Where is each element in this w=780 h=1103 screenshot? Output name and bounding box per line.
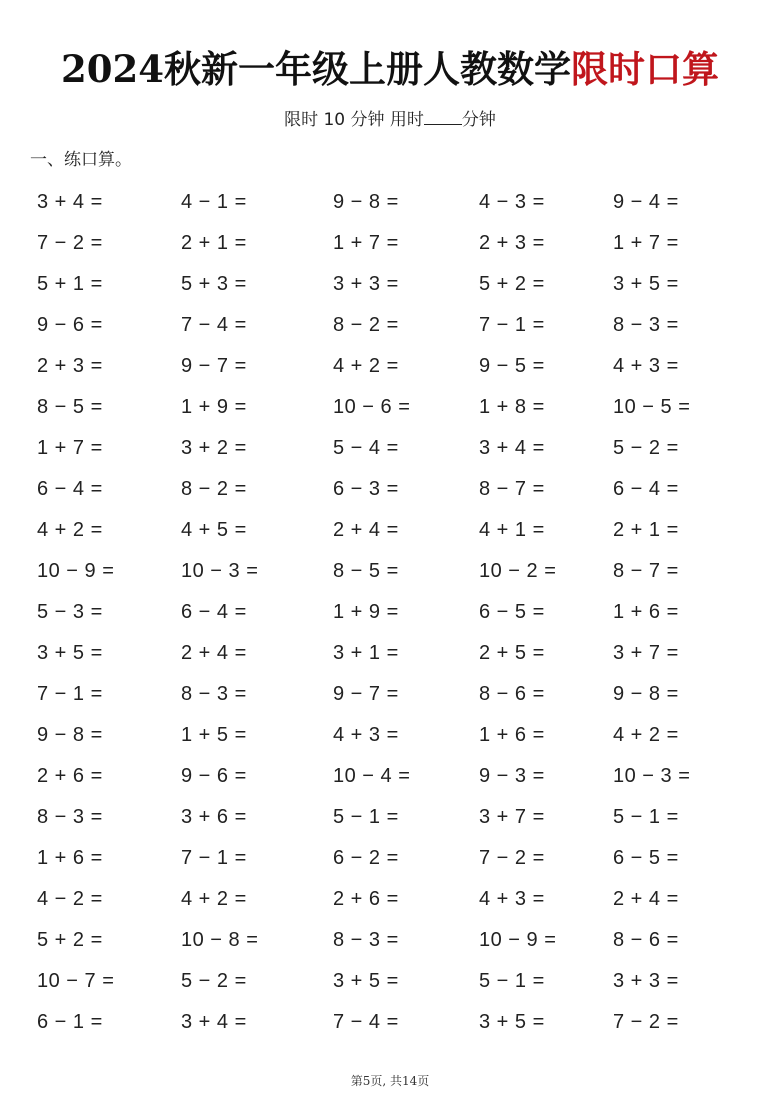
problem-item: 1 + 7 = <box>333 232 399 254</box>
problem-row <box>0 680 780 721</box>
problem-item: 3 + 7 = <box>479 806 545 828</box>
problem-item: 3 + 7 = <box>613 642 679 664</box>
problem-row <box>0 803 780 844</box>
problem-item: 8 − 2 = <box>333 314 399 336</box>
problem-item: 4 + 3 = <box>333 724 399 746</box>
problem-item: 3 + 2 = <box>181 437 247 459</box>
time-limit-text: 限时 10 分钟 用时 <box>284 110 424 130</box>
problem-item: 2 + 5 = <box>479 642 545 664</box>
problem-item: 2 + 6 = <box>37 765 103 787</box>
problem-item: 1 + 7 = <box>37 437 103 459</box>
problem-item: 2 + 1 = <box>613 519 679 541</box>
problem-item: 9 − 6 = <box>37 314 103 336</box>
problem-item: 1 + 6 = <box>37 847 103 869</box>
problem-item: 6 − 1 = <box>37 1011 103 1033</box>
problem-item: 4 − 2 = <box>37 888 103 910</box>
problem-item: 10 − 7 = <box>37 970 115 992</box>
problem-row <box>0 844 780 885</box>
problem-item: 8 − 7 = <box>613 560 679 582</box>
problem-item: 6 − 5 = <box>613 847 679 869</box>
problem-item: 6 − 4 = <box>613 478 679 500</box>
problem-row <box>0 229 780 270</box>
problem-item: 2 + 4 = <box>181 642 247 664</box>
problem-item: 9 − 5 = <box>479 355 545 377</box>
problem-item: 10 − 4 = <box>333 765 411 787</box>
problem-row <box>0 721 780 762</box>
problem-item: 4 + 3 = <box>479 888 545 910</box>
problem-item: 3 + 3 = <box>613 970 679 992</box>
problem-row <box>0 434 780 475</box>
problem-row <box>0 270 780 311</box>
problem-item: 3 + 6 = <box>181 806 247 828</box>
problem-item: 7 − 4 = <box>181 314 247 336</box>
problem-item: 1 + 9 = <box>181 396 247 418</box>
problem-item: 9 − 3 = <box>479 765 545 787</box>
problem-item: 10 − 8 = <box>181 929 259 951</box>
problem-item: 10 − 9 = <box>479 929 557 951</box>
problem-row <box>0 557 780 598</box>
problem-item: 7 − 1 = <box>181 847 247 869</box>
problem-item: 2 + 3 = <box>479 232 545 254</box>
problem-item: 1 + 6 = <box>479 724 545 746</box>
problem-item: 5 − 2 = <box>613 437 679 459</box>
problem-item: 5 + 3 = <box>181 273 247 295</box>
problem-item: 9 − 8 = <box>333 191 399 213</box>
problem-item: 10 − 6 = <box>333 396 411 418</box>
problem-item: 1 + 5 = <box>181 724 247 746</box>
problem-item: 3 + 5 = <box>479 1011 545 1033</box>
problem-item: 5 + 2 = <box>37 929 103 951</box>
problem-item: 3 + 4 = <box>479 437 545 459</box>
problem-item: 1 + 7 = <box>613 232 679 254</box>
problem-item: 4 − 1 = <box>181 191 247 213</box>
problem-item: 10 − 9 = <box>37 560 115 582</box>
problem-item: 8 − 6 = <box>613 929 679 951</box>
problem-item: 10 − 3 = <box>613 765 691 787</box>
problem-item: 4 + 3 = <box>613 355 679 377</box>
problem-item: 10 − 5 = <box>613 396 691 418</box>
problem-item: 1 + 6 = <box>613 601 679 623</box>
problem-item: 3 + 1 = <box>333 642 399 664</box>
problem-item: 7 − 1 = <box>479 314 545 336</box>
problem-item: 9 − 7 = <box>181 355 247 377</box>
problem-item: 8 − 5 = <box>333 560 399 582</box>
problem-item: 8 − 7 = <box>479 478 545 500</box>
problem-item: 3 + 5 = <box>333 970 399 992</box>
problem-item: 6 − 2 = <box>333 847 399 869</box>
problem-item: 2 + 1 = <box>181 232 247 254</box>
problem-item: 4 + 2 = <box>613 724 679 746</box>
problem-row <box>0 762 780 803</box>
problem-row <box>0 885 780 926</box>
problem-item: 4 + 1 = <box>479 519 545 541</box>
problem-item: 9 − 7 = <box>333 683 399 705</box>
problem-item: 7 − 1 = <box>37 683 103 705</box>
problem-row <box>0 1008 780 1049</box>
problem-item: 3 + 5 = <box>613 273 679 295</box>
problem-item: 10 − 2 = <box>479 560 557 582</box>
problem-item: 2 + 4 = <box>613 888 679 910</box>
problem-row <box>0 352 780 393</box>
problem-item: 5 + 2 = <box>479 273 545 295</box>
problem-item: 6 − 4 = <box>181 601 247 623</box>
problem-item: 5 − 3 = <box>37 601 103 623</box>
problem-item: 7 − 4 = <box>333 1011 399 1033</box>
problem-row <box>0 188 780 229</box>
time-limit-line <box>0 108 780 132</box>
problem-item: 5 − 4 = <box>333 437 399 459</box>
problem-item: 4 − 3 = <box>479 191 545 213</box>
problem-row <box>0 393 780 434</box>
problem-item: 5 − 1 = <box>613 806 679 828</box>
problem-row <box>0 475 780 516</box>
time-unit-text: 分钟 <box>461 110 496 130</box>
page-title <box>0 44 780 94</box>
problem-item: 4 + 2 = <box>37 519 103 541</box>
problem-row <box>0 926 780 967</box>
time-used-blank[interactable] <box>424 108 462 125</box>
problem-row <box>0 639 780 680</box>
problem-grid <box>0 188 780 1049</box>
problem-item: 6 − 4 = <box>37 478 103 500</box>
section-heading: 一、练口算。 <box>30 150 132 170</box>
problem-item: 8 − 6 = <box>479 683 545 705</box>
problem-item: 5 + 1 = <box>37 273 103 295</box>
problem-item: 2 + 3 = <box>37 355 103 377</box>
title-highlight: 限时口算 <box>570 47 719 91</box>
problem-item: 8 − 3 = <box>613 314 679 336</box>
problem-item: 3 + 5 = <box>37 642 103 664</box>
problem-item: 7 − 2 = <box>613 1011 679 1033</box>
problem-item: 3 + 3 = <box>333 273 399 295</box>
problem-item: 7 − 2 = <box>479 847 545 869</box>
problem-row <box>0 516 780 557</box>
problem-item: 8 − 2 = <box>181 478 247 500</box>
problem-item: 9 − 8 = <box>37 724 103 746</box>
problem-item: 6 − 3 = <box>333 478 399 500</box>
problem-row <box>0 311 780 352</box>
problem-item: 1 + 8 = <box>479 396 545 418</box>
problem-item: 8 − 3 = <box>37 806 103 828</box>
problem-item: 3 + 4 = <box>37 191 103 213</box>
problem-item: 7 − 2 = <box>37 232 103 254</box>
problem-item: 8 − 3 = <box>333 929 399 951</box>
problem-item: 10 − 3 = <box>181 560 259 582</box>
problem-item: 5 − 1 = <box>333 806 399 828</box>
problem-item: 4 + 2 = <box>181 888 247 910</box>
problem-item: 9 − 4 = <box>613 191 679 213</box>
problem-item: 5 − 1 = <box>479 970 545 992</box>
page-indicator: 第5页, 共14页 <box>350 1074 430 1088</box>
problem-row <box>0 598 780 639</box>
problem-item: 2 + 6 = <box>333 888 399 910</box>
problem-item: 8 − 3 = <box>181 683 247 705</box>
problem-item: 8 − 5 = <box>37 396 103 418</box>
problem-item: 3 + 4 = <box>181 1011 247 1033</box>
problem-item: 2 + 4 = <box>333 519 399 541</box>
problem-item: 4 + 2 = <box>333 355 399 377</box>
problem-item: 6 − 5 = <box>479 601 545 623</box>
problem-item: 9 − 8 = <box>613 683 679 705</box>
problem-row <box>0 967 780 1008</box>
problem-item: 9 − 6 = <box>181 765 247 787</box>
title-main: 2024秋新一年级上册人教数学 <box>61 47 571 91</box>
problem-item: 4 + 5 = <box>181 519 247 541</box>
problem-item: 1 + 9 = <box>333 601 399 623</box>
problem-item: 5 − 2 = <box>181 970 247 992</box>
